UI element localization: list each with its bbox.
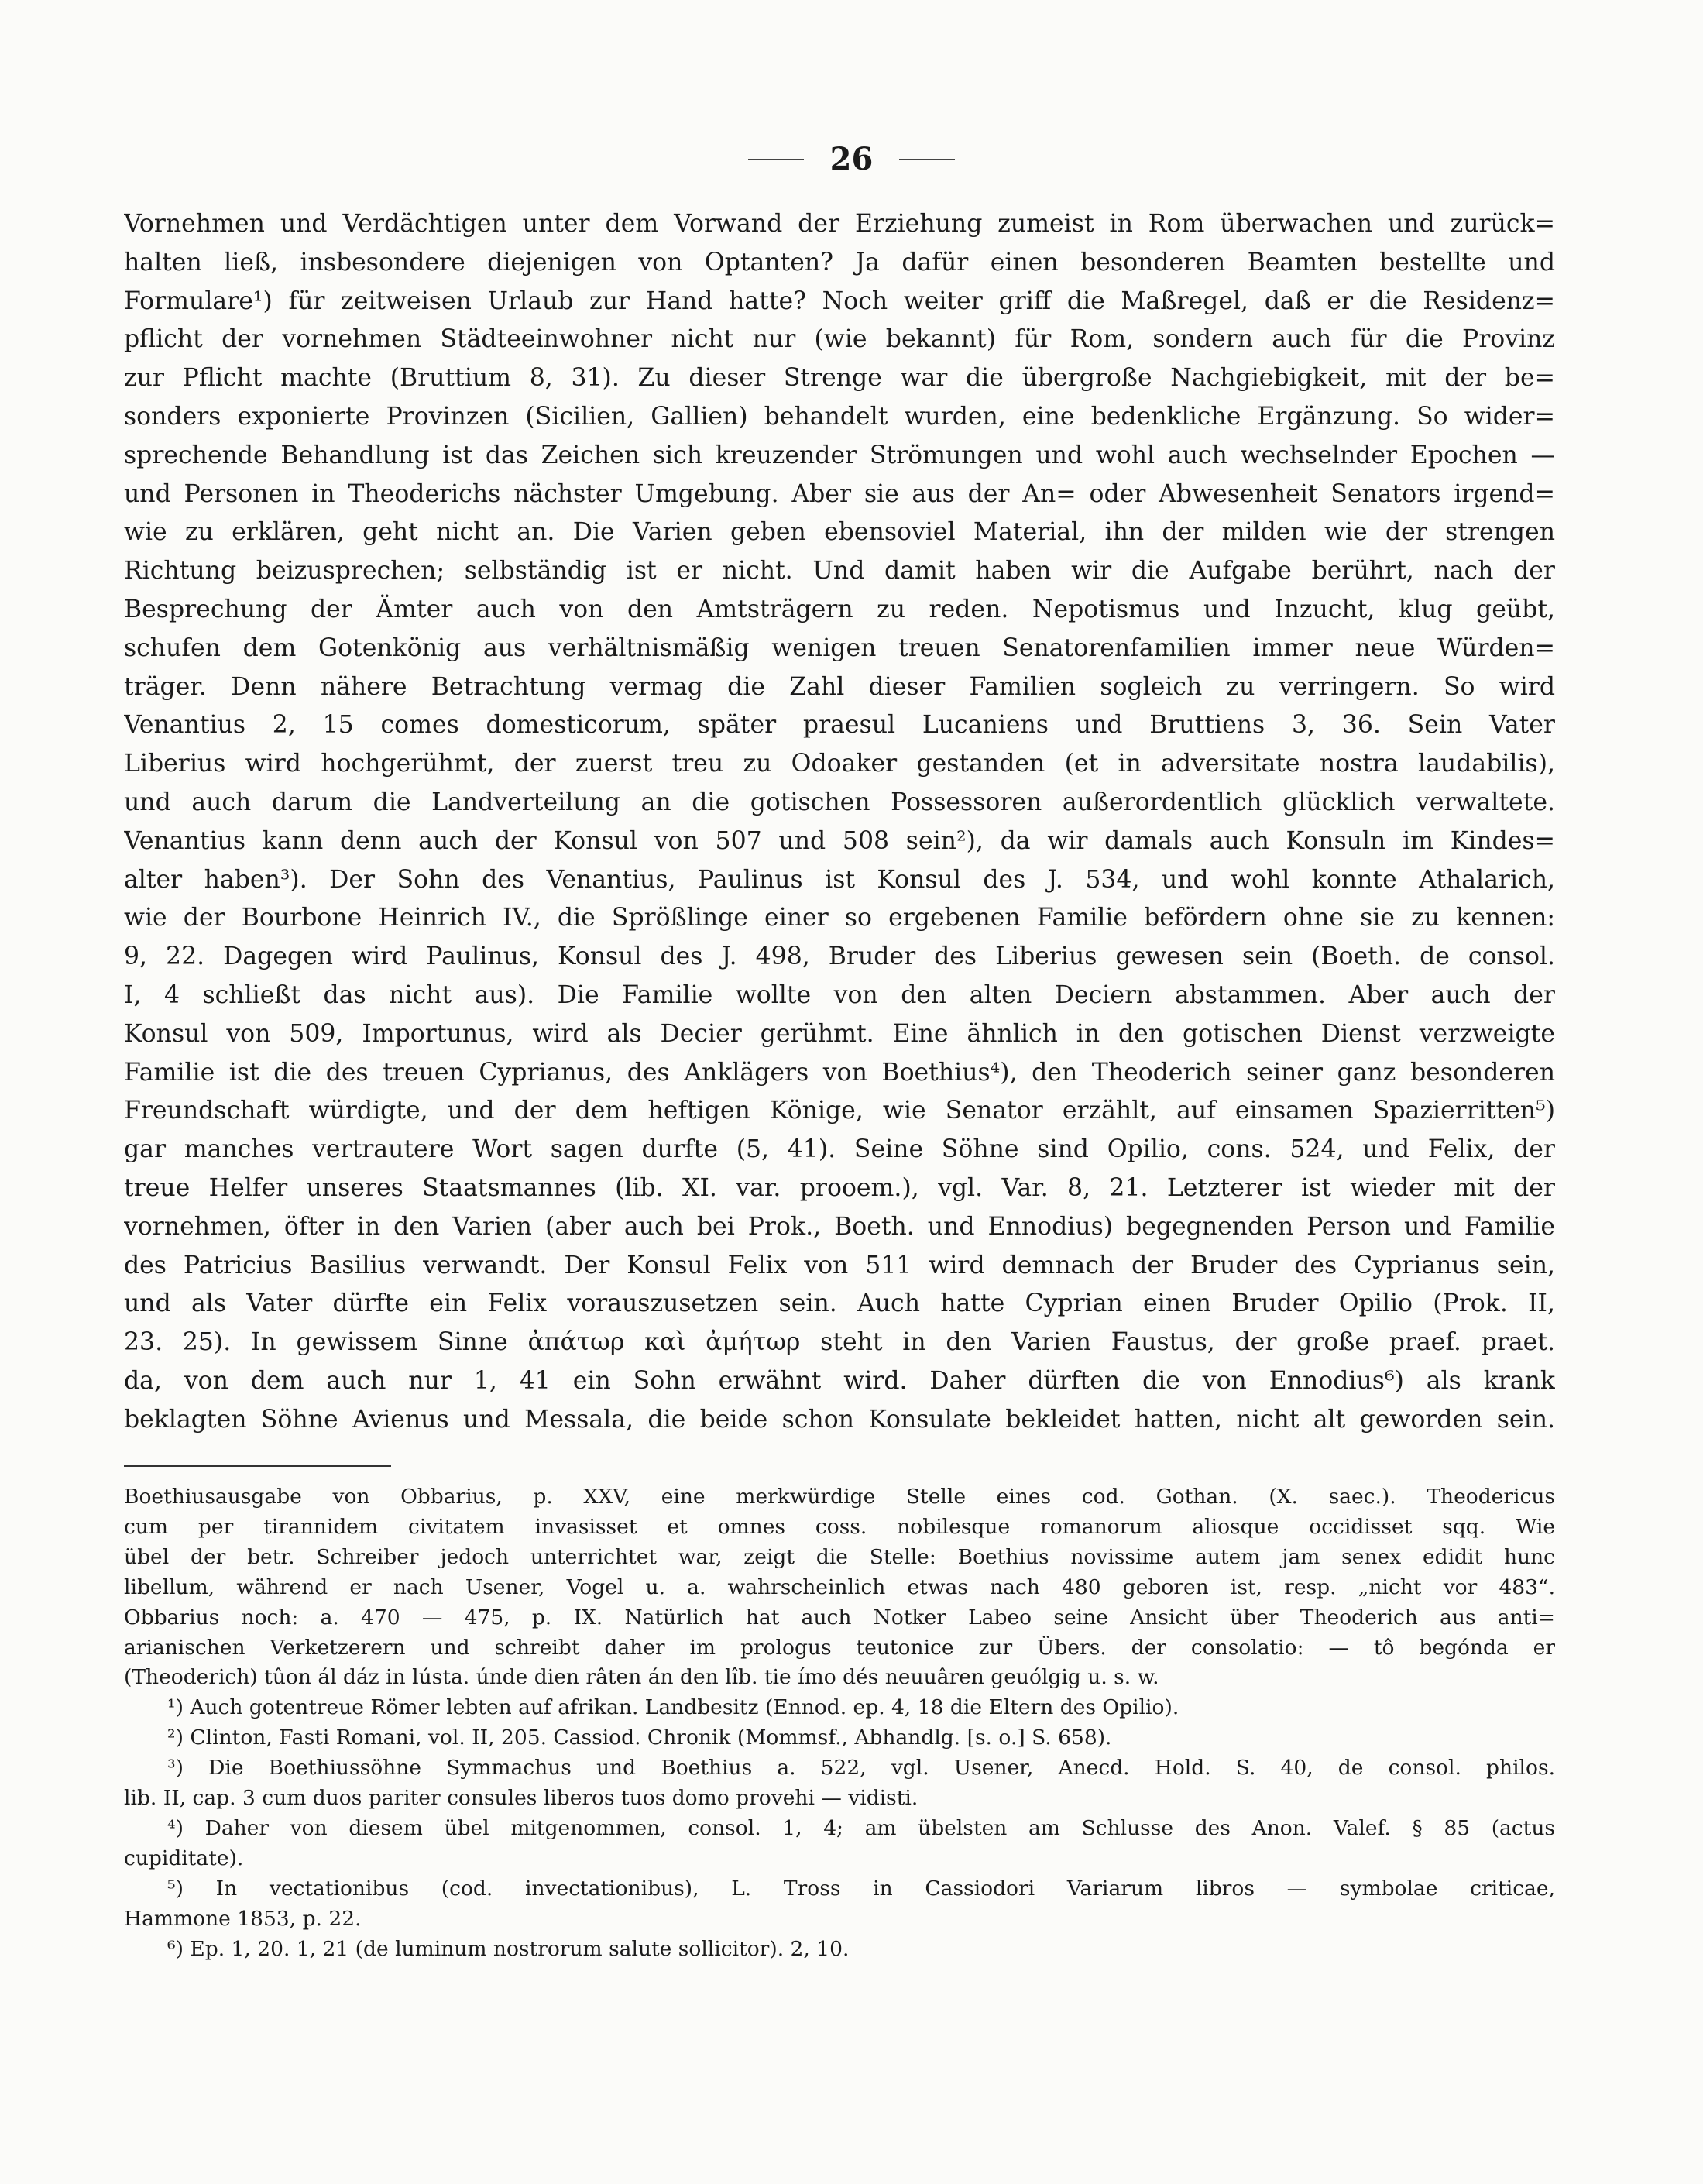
body-text [124,205,1555,1440]
body-line: Formulare¹) für zeitweisen Urlaub zur Hand hatte? Noch weiter griff die Maßregel, daß er die Residenz= [124,287,1555,315]
footnote-line: ²) Clinton, Fasti Romani, vol. II, 205. Cassiod. Chronik (Mommsf., Abhandlg. [s. o.] S. 658). [167,1726,1112,1750]
body-line: Besprechung der Ämter auch von den Amtsträgern zu reden. Nepotismus und Inzucht, klug geübt, [124,595,1555,623]
footnote-line: ⁶) Ep. 1, 20. 1, 21 (de luminum nostrorum salute sollicitor). 2, 10. [167,1936,850,1961]
body-line: Freundschaft würdigte, und der dem heftigen Könige, wie Senator erzählt, auf einsamen Spazierritten⁵) [124,1097,1555,1125]
body-line: beklagten Söhne Avienus und Messala, die beide schon Konsulate bekleidet hatten, nicht alt geworden sein. [124,1405,1555,1434]
header-rule-left [748,159,804,160]
header-rule-right [899,159,955,160]
body-line: halten ließ, insbesondere diejenigen von Optanten? Ja dafür einen besonderen Beamten bestellte und [124,248,1555,276]
footnote-line: Obbarius noch: a. 470 — 475, p. IX. Natürlich hat auch Notker Labeo seine Ansicht über Theoderich aus anti= [124,1605,1555,1629]
body-line: da, von dem auch nur 1, 41 ein Sohn erwähnt wird. Daher dürften die von Ennodius⁶) als krank [124,1366,1555,1395]
body-line: 9, 22. Dagegen wird Paulinus, Konsul des J. 498, Bruder des Liberius gewesen sein (Boeth. de consol. [124,943,1555,971]
body-line: alter haben³). Der Sohn des Venantius, Paulinus ist Konsul des J. 534, und wohl konnte Athalarich, [124,865,1555,894]
body-line: und Personen in Theoderichs nächster Umgebung. Aber sie aus der An= oder Abwesenheit Senators irgend= [124,479,1555,508]
body-line: gar manches vertrautere Wort sagen durfte (5, 41). Seine Söhne sind Opilio, cons. 524, und Felix, der [124,1135,1555,1164]
body-line: sonders exponierte Provinzen (Sicilien, Gallien) behandelt wurden, eine bedenkliche Ergänzung. So wider= [124,402,1555,431]
footnote-line: cupiditate). [124,1846,244,1870]
footnotes [124,1482,1555,1965]
body-line: des Patricius Basilius verwandt. Der Konsul Felix von 511 wird demnach der Bruder des Cyprianus sein, [124,1251,1555,1279]
footnote-line: (Theoderich) tûon ál dáz in lústa. únde dien râten án den lîb. tie ímo dés neuuâren geuólgig u. s. w. [124,1665,1159,1690]
footnote-line: ³) Die Boethiussöhne Symmachus und Boethius a. 522, vgl. Usener, Anecd. Hold. S. 40, de consol. philos. [167,1756,1555,1781]
page-number: 26 [829,141,874,177]
footnote-line: ¹) Auch gotentreue Römer lebten auf afrikan. Landbesitz (Ennod. ep. 4, 18 die Eltern des Opilio). [167,1695,1179,1720]
body-line: Familie ist die des treuen Cyprianus, des Anklägers von Boethius⁴), den Theoderich seiner ganz besonderen [124,1058,1555,1087]
footnote-line: cum per tirannidem civitatem invasisset et omnes coss. nobilesque romanorum aliosque occidisset sqq. Wie [124,1514,1555,1539]
body-line: zur Pflicht machte (Bruttium 8, 31). Zu dieser Strenge war die übergroße Nachgiebigkeit, mit der be= [124,364,1555,393]
body-line: Vornehmen und Verdächtigen unter dem Vorwand der Erziehung zumeist in Rom überwachen und zurück= [124,210,1555,238]
body-line: Liberius wird hochgerühmt, der zuerst treu zu Odoaker gestanden (et in adversitate nostra laudabilis), [124,750,1555,778]
body-line: wie der Bourbone Heinrich IV., die Sprößlinge einer so ergebenen Familie befördern ohne sie zu kennen: [124,904,1555,932]
body-line: treue Helfer unseres Staatsmannes (lib. XI. var. prooem.), vgl. Var. 8, 21. Letzterer ist wieder mit der [124,1173,1555,1202]
body-line: sprechende Behandlung ist das Zeichen sich kreuzender Strömungen und wohl auch wechselnder Epochen — [124,441,1555,469]
body-line: vornehmen, öfter in den Varien (aber auch bei Prok., Boeth. und Ennodius) begegnenden Person und Familie [124,1212,1555,1241]
footnote-line: Boethiusausgabe von Obbarius, p. XXV, eine merkwürdige Stelle eines cod. Gothan. (X. saec.). Theodericus [124,1485,1555,1509]
footnote-line: ⁴) Daher von diesem übel mitgenommen, consol. 1, 4; am übelsten am Schlusse des Anon. Valef. § 85 (actus [167,1815,1555,1840]
page-header [0,141,1703,177]
footnote-line: arianischen Verketzerern und schreibt daher im prologus teutonice zur Übers. der consolatio: — tô begónda er [124,1635,1555,1660]
footnote-line: lib. II, cap. 3 cum duos pariter consules liberos tuos domo provehi — vidisti. [124,1786,918,1811]
body-line: Venantius kann denn auch der Konsul von 507 und 508 sein²), da wir damals auch Konsuln im Kindes= [124,826,1555,855]
body-line: Richtung beizusprechen; selbständig ist er nicht. Und damit haben wir die Aufgabe berührt, nach der [124,557,1555,585]
body-line: pflicht der vornehmen Städteeinwohner nicht nur (wie bekannt) für Rom, sondern auch für die Provinz [124,325,1555,354]
footnote-rule [124,1465,391,1467]
body-line: und auch darum die Landverteilung an die gotischen Possessoren außerordentlich glücklich verwaltete. [124,788,1555,816]
body-line: Konsul von 509, Importunus, wird als Decier gerühmt. Eine ähnlich in den gotischen Dienst verzweigte [124,1019,1555,1048]
body-line: 23. 25). In gewissem Sinne ἀπάτωρ καὶ ἀμήτωρ steht in den Varien Faustus, der große praef. praet. [124,1328,1555,1357]
footnote-line: ⁵) In vectationibus (cod. invectationibus), L. Tross in Cassiodori Variarum libros — symbolae criticae, [167,1876,1555,1901]
body-line: träger. Denn nähere Betrachtung vermag die Zahl dieser Familien sogleich zu verringern. So wird [124,672,1555,701]
body-line: wie zu erklären, geht nicht an. Die Varien geben ebensoviel Material, ihn der milden wie der strengen [124,518,1555,547]
body-line: I, 4 schließt das nicht aus). Die Familie wollte von den alten Deciern abstammen. Aber auch der [124,980,1555,1009]
body-line: schufen dem Gotenkönig aus verhältnismäßig wenigen treuen Senatorenfamilien immer neue Würden= [124,634,1555,662]
footnote-line: libellum, während er nach Usener, Vogel u. a. wahrscheinlich etwas nach 480 geboren ist, resp. „nicht vor 483“. [124,1574,1555,1599]
body-line: und als Vater dürfte ein Felix vorauszusetzen sein. Auch hatte Cyprian einen Bruder Opilio (Prok. II, [124,1289,1555,1318]
body-line: Venantius 2, 15 comes domesticorum, später praesul Lucaniens und Bruttiens 3, 36. Sein Vater [124,711,1555,740]
footnote-line: Hammone 1853, p. 22. [124,1906,362,1931]
footnote-line: übel der betr. Schreiber jedoch unterrichtet war, zeigt die Stelle: Boethius novissime autem jam senex edidit hunc [124,1544,1555,1569]
